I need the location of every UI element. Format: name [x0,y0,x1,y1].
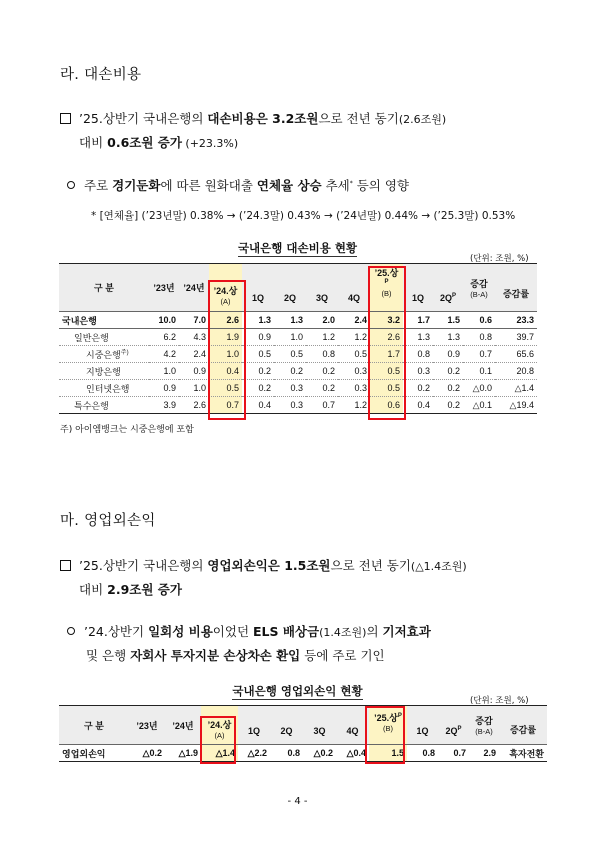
table-cell: 0.1 [463,363,495,380]
table-cell: 0.9 [433,346,463,363]
col-2023: ’23년 [129,706,165,745]
table-cell: △1.4 [495,380,537,397]
table-cell: △0.2 [303,745,336,762]
col-2025-h1: ’25.상$^P$ (B) [370,264,403,312]
col-q3: 3Q [306,264,338,312]
table-cell: 39.7 [495,329,537,346]
circle-bullet-icon [67,181,75,189]
table-row [59,745,547,762]
table-cell: 0.7 [306,397,338,414]
table-cell: 1.0 [179,380,209,397]
table-cell: 0.4 [242,397,274,414]
table-cell: △1.4 [201,745,238,762]
table-cell: 0.7 [438,745,469,762]
table-cell: 3.9 [149,397,179,414]
table-cell: 0.2 [403,380,433,397]
col-diff: 증감 (B-A) [469,706,499,745]
non-op-table-unit: (단위: 조원, %) [470,696,529,706]
table-cell: 0.9 [149,380,179,397]
table-cell: 0.8 [270,745,303,762]
table-cell: 1.7 [403,312,433,329]
table-cell: 2.4 [338,312,370,329]
table-cell: △0.4 [336,745,369,762]
table-cell: 65.6 [495,346,537,363]
table-cell: 3.2 [370,312,403,329]
table-cell: 1.2 [338,329,370,346]
square-bullet-icon [60,560,71,571]
col-2024: ’24년 [165,706,201,745]
table-cell: 0.8 [403,346,433,363]
table-cell: △1.9 [165,745,201,762]
table-row [59,397,537,414]
table-cell: 0.9 [242,329,274,346]
table-cell: 0.3 [338,380,370,397]
table-cell: △0.0 [463,380,495,397]
col-category: 구 분 [59,706,129,745]
table-cell: 2.4 [179,346,209,363]
table-cell: 0.8 [407,745,438,762]
non-op-table-title: 국내은행 영업외손익 현황 [232,684,363,698]
table-row [59,329,537,346]
col-q1b: 1Q [403,264,433,312]
table-cell: △0.1 [463,397,495,414]
page-number: - 4 - [287,796,308,807]
col-rate: 증감률 [499,706,547,745]
table-cell: 0.5 [370,363,403,380]
row-label: 인터넷은행 [59,380,149,397]
table-cell: 0.3 [274,397,306,414]
table-cell: 0.3 [338,363,370,380]
non-op-summary-line1: ’25.상반기 국내은행의 영업외손익은 1.5조원으로 전년 동기(△1.4조원) [60,556,467,574]
col-category: 구 분 [59,264,149,312]
non-op-reason-line1: ’24.상반기 일회성 비용이었던 ELS 배상금(1.4조원)의 기저효과 [67,622,431,640]
table-cell: 0.5 [274,346,306,363]
table-cell: 4.2 [149,346,179,363]
non-op-table [59,705,547,762]
table-cell: 0.3 [403,363,433,380]
table-row [59,346,537,363]
table-cell: 0.4 [403,397,433,414]
table-cell: 0.7 [209,397,242,414]
col-2024: ’24년 [179,264,209,312]
table-cell: 0.2 [433,380,463,397]
table-cell: 1.3 [433,329,463,346]
table-cell: 1.5 [369,745,407,762]
table-cell: 2.6 [209,312,242,329]
table-cell: 2.0 [306,312,338,329]
table-cell: 0.2 [242,380,274,397]
table-cell: 6.2 [149,329,179,346]
table-cell: 0.2 [306,380,338,397]
table-row [59,363,537,380]
col-diff: 증감 (B-A) [463,264,495,312]
table-cell: 2.9 [469,745,499,762]
table-cell: 0.2 [433,397,463,414]
table-cell: 4.3 [179,329,209,346]
col-q1: 1Q [242,264,274,312]
row-label: 일반은행 [59,329,149,346]
table-cell: 0.6 [463,312,495,329]
table-cell: 2.6 [179,397,209,414]
loan-loss-summary-line1: ’25.상반기 국내은행의 대손비용은 3.2조원으로 전년 동기(2.6조원) [60,109,446,127]
table-cell: 0.8 [306,346,338,363]
row-label: 지방은행 [59,363,149,380]
table-cell: 0.4 [209,363,242,380]
col-q2b: $2Q^P$ [438,706,469,745]
table-cell: 0.2 [274,363,306,380]
table-cell: △2.2 [238,745,270,762]
table-cell: 0.7 [463,346,495,363]
table-cell: △0.2 [129,745,165,762]
section-heading-non-operating: 마. 영업외손익 [60,513,156,529]
table-cell: 흑자전환 [499,745,547,762]
col-2023: ’23년 [149,264,179,312]
circle-bullet-icon [67,627,75,635]
col-q4: 4Q [336,706,369,745]
table-cell: 0.5 [370,380,403,397]
table-cell: 1.0 [209,346,242,363]
loan-loss-summary-line2: 대비 0.6조원 증가 (+23.3%) [79,135,239,150]
delinquency-footnote: * [연체율] (’23년말) 0.38% → (’24.3말) 0.43% → (’24년말) 0.44% → (’25.3말) 0.53% [91,210,516,222]
table-cell: 1.3 [274,312,306,329]
table-cell: 0.2 [242,363,274,380]
section-heading-loan-loss: 라. 대손비용 [60,67,142,83]
table-cell: 1.5 [433,312,463,329]
table-cell: 7.0 [179,312,209,329]
table-cell: 0.2 [306,363,338,380]
table-cell: 1.2 [338,397,370,414]
row-label: 시중은행$^{주)}$ [59,346,149,363]
table-cell: 0.6 [370,397,403,414]
col-2025-h1: ’25.상$^P$ (B) [369,706,407,745]
table-row [59,380,537,397]
table-cell: 1.9 [209,329,242,346]
table-cell: △19.4 [495,397,537,414]
loan-loss-table-unit: (단위: 조원, %) [470,254,529,264]
table-cell: 1.0 [274,329,306,346]
col-q2: 2Q [274,264,306,312]
loan-loss-reason-line: 주로 경기둔화에 따른 원화대출 연체율 상승 추세* 등의 영향 [67,176,409,194]
row-label: 국내은행 [59,312,149,329]
table-cell: 0.3 [274,380,306,397]
loan-loss-table [59,263,537,414]
table-cell: 23.3 [495,312,537,329]
non-op-reason-line2: 및 은행 자회사 투자지분 손상차손 환입 등에 주로 기인 [86,648,385,663]
table-cell: 0.8 [463,329,495,346]
table-cell: 1.7 [370,346,403,363]
col-q3: 3Q [303,706,336,745]
non-op-summary-line2: 대비 2.9조원 증가 [79,582,182,597]
table-cell: 10.0 [149,312,179,329]
loan-loss-table-title: 국내은행 대손비용 현황 [237,241,358,255]
col-q4: 4Q [338,264,370,312]
row-label: 특수은행 [59,397,149,414]
table-cell: 1.3 [403,329,433,346]
loan-loss-table-note: 주) 아이엠뱅크는 시중은행에 포함 [60,425,194,435]
table-cell: 20.8 [495,363,537,380]
col-q2: 2Q [270,706,303,745]
table-cell: 0.5 [338,346,370,363]
square-bullet-icon [60,113,71,124]
col-q1b: 1Q [407,706,438,745]
table-cell: 0.9 [179,363,209,380]
table-cell: 0.5 [242,346,274,363]
col-2024-h1: ’24.상 (A) [201,706,238,745]
table-cell: 1.3 [242,312,274,329]
table-cell: 0.5 [209,380,242,397]
table-row [59,312,537,329]
col-q2b: $2Q^P$ [433,264,463,312]
col-2024-h1: ’24.상 (A) [209,264,242,312]
table-cell: 1.0 [149,363,179,380]
table-cell: 2.6 [370,329,403,346]
row-label: 영업외손익 [59,745,129,762]
col-rate: 증감률 [495,264,537,312]
table-cell: 1.2 [306,329,338,346]
col-q1: 1Q [238,706,270,745]
table-cell: 0.2 [433,363,463,380]
